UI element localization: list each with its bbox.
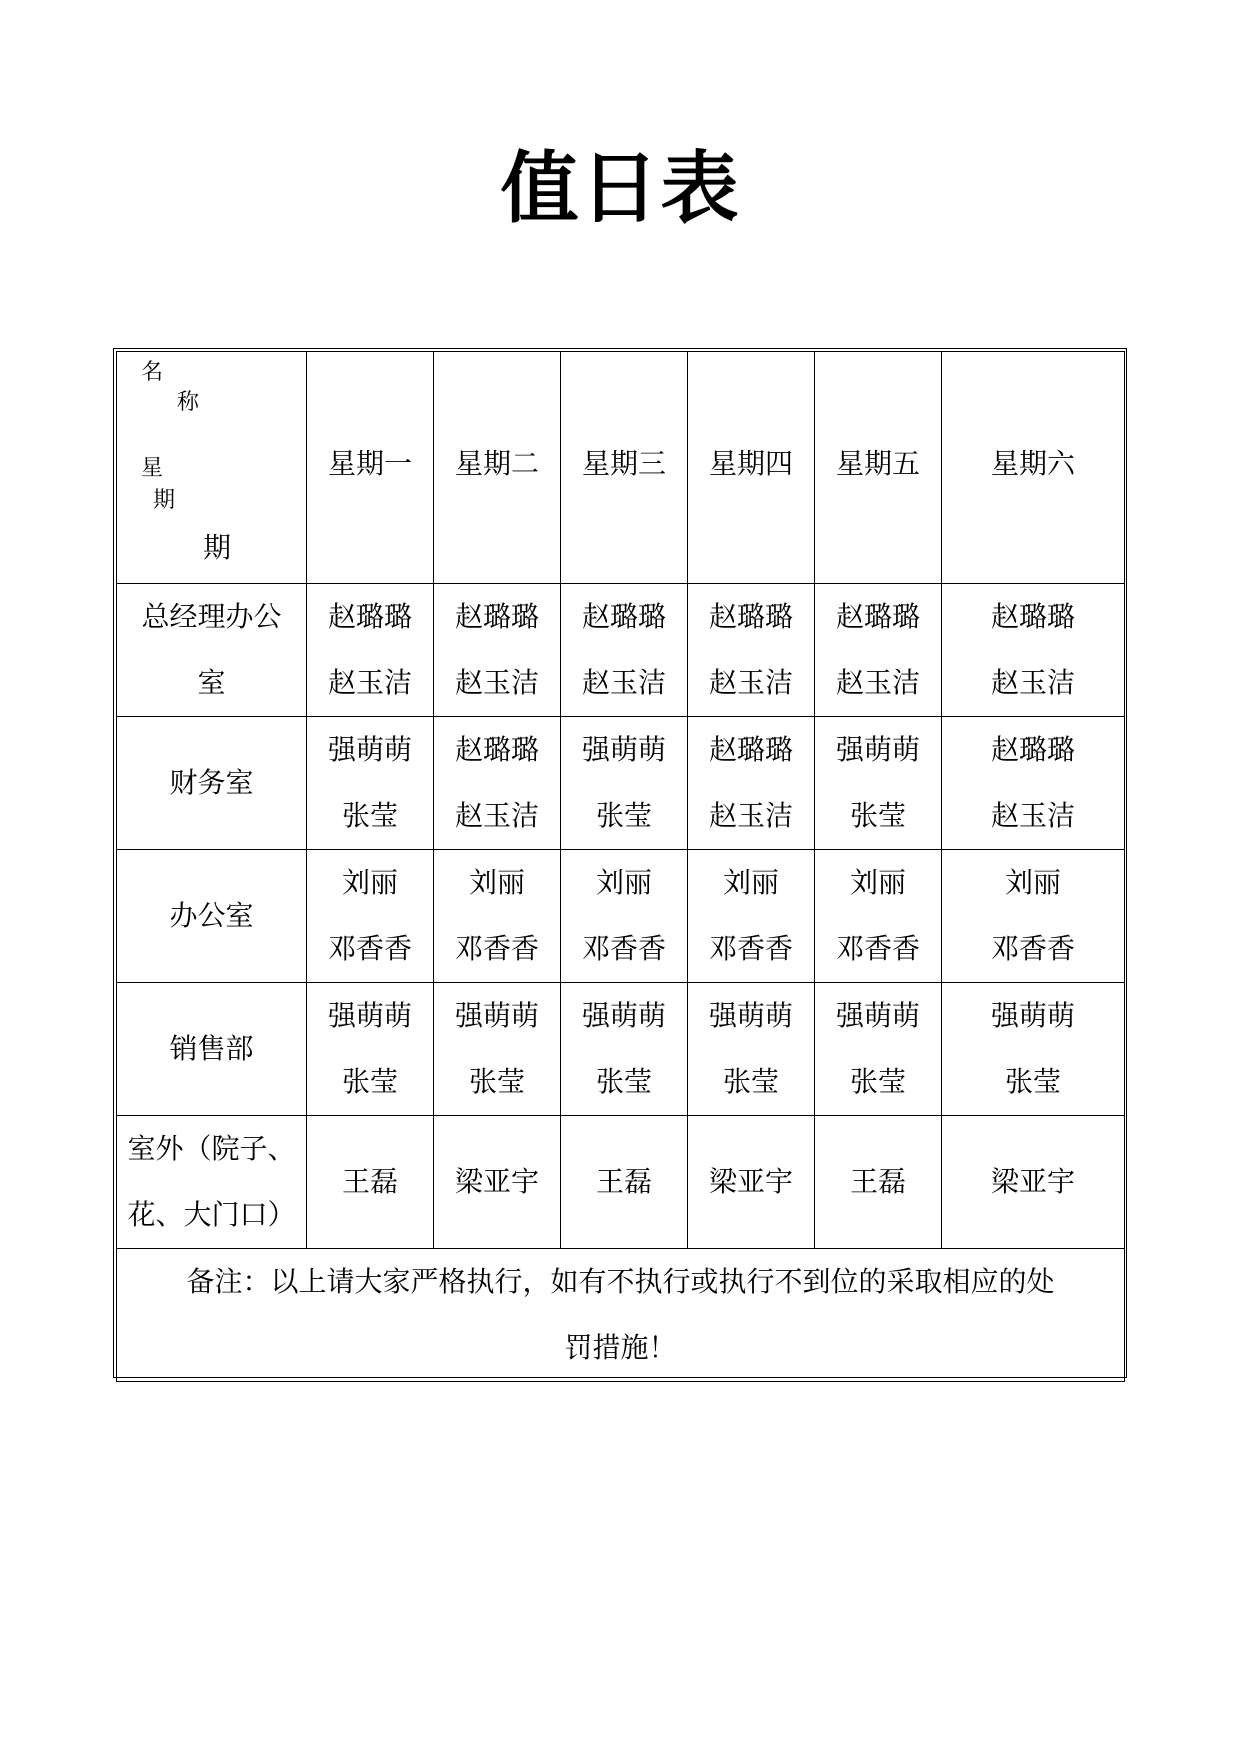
corner-xing: 星 [141, 456, 164, 481]
corner-qi: 期 [153, 488, 176, 513]
duty-cell: 强萌萌 张莹 [942, 983, 1125, 1116]
duty-cell: 赵璐璐 赵玉洁 [434, 717, 561, 850]
duty-cell: 刘丽 邓香香 [561, 850, 688, 983]
duty-cell: 赵璐璐 赵玉洁 [307, 584, 434, 717]
note-line-1: 备注：以上请大家严格执行，如有不执行或执行不到位的采取相应的处 [186, 1265, 1055, 1298]
note-cell [117, 1249, 1125, 1382]
duty-table [116, 351, 1125, 1382]
table-row [117, 850, 1125, 983]
duty-cell: 强萌萌 张莹 [688, 983, 815, 1116]
corner-cheng: 称 [177, 390, 200, 415]
duty-cell: 刘丽 邓香香 [815, 850, 942, 983]
duty-cell: 梁亚宇 [434, 1116, 561, 1249]
day-header: 星期五 [815, 352, 942, 584]
table-row [117, 1116, 1125, 1249]
duty-cell: 刘丽 邓香香 [688, 850, 815, 983]
note-row [117, 1249, 1125, 1382]
duty-cell: 强萌萌 张莹 [307, 983, 434, 1116]
day-header: 星期一 [307, 352, 434, 584]
table-row [117, 983, 1125, 1116]
table-row [117, 584, 1125, 717]
department-cell: 销售部 [117, 983, 307, 1116]
duty-cell: 梁亚宇 [688, 1116, 815, 1249]
duty-cell: 强萌萌 张莹 [307, 717, 434, 850]
corner-qi-large: 期 [203, 531, 232, 564]
duty-cell: 强萌萌 张莹 [815, 983, 942, 1116]
duty-cell: 梁亚宇 [942, 1116, 1125, 1249]
day-header: 星期六 [942, 352, 1125, 584]
corner-ming: 名 [141, 360, 164, 385]
duty-cell: 赵璐璐 赵玉洁 [942, 717, 1125, 850]
duty-cell: 王磊 [561, 1116, 688, 1249]
department-cell: 财务室 [117, 717, 307, 850]
duty-cell: 刘丽 邓香香 [307, 850, 434, 983]
day-header: 星期四 [688, 352, 815, 584]
duty-cell: 赵璐璐 赵玉洁 [561, 584, 688, 717]
duty-cell: 赵璐璐 赵玉洁 [815, 584, 942, 717]
duty-cell: 强萌萌 张莹 [434, 983, 561, 1116]
department-cell: 办公室 [117, 850, 307, 983]
duty-cell: 赵璐璐 赵玉洁 [688, 584, 815, 717]
duty-cell: 赵璐璐 赵玉洁 [688, 717, 815, 850]
day-header: 星期二 [434, 352, 561, 584]
note-line-2: 罚措施！ [564, 1331, 677, 1364]
duty-cell: 王磊 [307, 1116, 434, 1249]
duty-cell: 刘丽 邓香香 [434, 850, 561, 983]
day-header: 星期三 [561, 352, 688, 584]
duty-cell: 强萌萌 张莹 [815, 717, 942, 850]
duty-cell: 赵璐璐 赵玉洁 [942, 584, 1125, 717]
header-row [117, 352, 1125, 584]
department-cell: 室外（院子、 花、大门口） [117, 1116, 307, 1249]
duty-cell: 刘丽 邓香香 [942, 850, 1125, 983]
duty-cell: 王磊 [815, 1116, 942, 1249]
duty-cell: 强萌萌 张莹 [561, 717, 688, 850]
table-row [117, 717, 1125, 850]
duty-cell: 赵璐璐 赵玉洁 [434, 584, 561, 717]
page-title: 值日表 [500, 144, 741, 234]
corner-cell [117, 352, 307, 584]
department-cell: 总经理办公 室 [117, 584, 307, 717]
duty-cell: 强萌萌 张莹 [561, 983, 688, 1116]
